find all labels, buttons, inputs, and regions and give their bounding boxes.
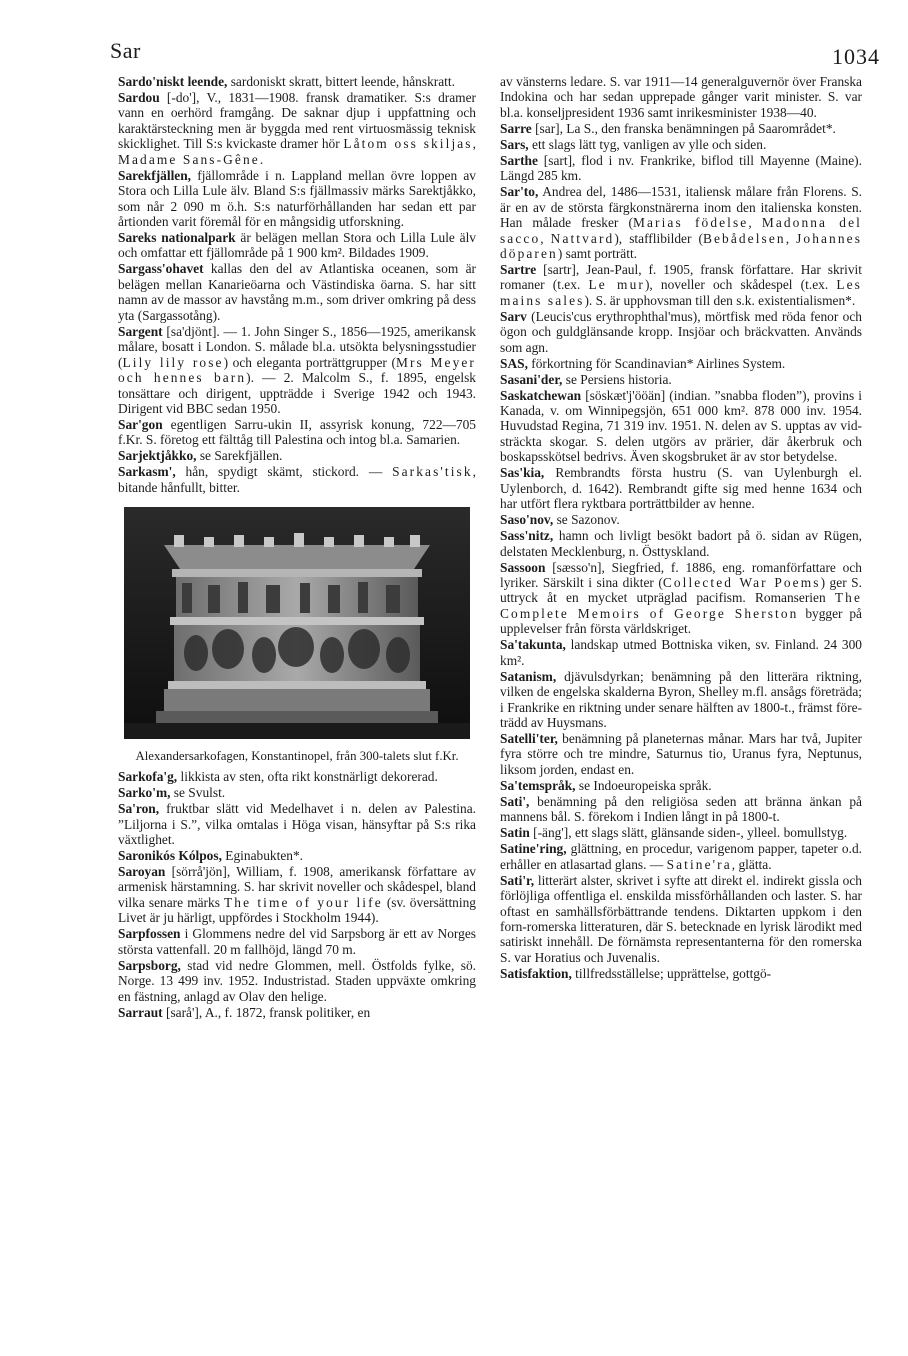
guide-word: Sar [110, 38, 141, 63]
entry-spaced-title: The Complete Memoirs of George Sherston [500, 590, 862, 621]
entry-spaced-title: Nattvard [550, 230, 615, 246]
entry-headword: SAS, [500, 355, 528, 371]
entry [118, 801, 476, 847]
entry-spaced-title: Lily lily rose [122, 354, 224, 370]
entry-text: ) och eleganta porträttgrupper ( [223, 354, 396, 370]
entry-headword: Sas'kia, [500, 465, 545, 481]
entry-headword: Sass'nitz, [500, 528, 554, 544]
entry-headword: Sardou [118, 89, 160, 105]
entry [500, 388, 862, 465]
entry [500, 356, 862, 371]
entry-text: hamn och livligt besökt badort på ö. sidan av Rügen, delstaten Mecklenburg, n. Östtyskland. [500, 528, 862, 559]
entry [118, 958, 476, 1004]
entry-headword: Sarko'm, [118, 785, 171, 801]
entry-headword: Sarjektjåkko, [118, 448, 197, 464]
entry [500, 637, 862, 668]
entry-text: ) ger S. uttryck åt en mycket utpräglad pacifism. Romanserien [500, 575, 862, 606]
entry-text: [sar], La S., den franska benämningen på Saarområdet*. [531, 120, 836, 136]
entry-text: är belägen mellan Stora och Lilla Lule älv och omfattar ett fjällområde på 1 900 km². Bildades 1909. [118, 230, 476, 261]
entry-text: [sa'djönt]. — 1. John Singer S., 1856—1925, amerikansk målare, bosatt i London. S. målade bl.a. utsökta belysningsstudier ( [118, 323, 476, 370]
entry-headword: Sati', [500, 793, 530, 809]
entry-spaced-title: Sarkas'tisk [392, 464, 473, 480]
entry-headword: Sarre [500, 120, 532, 136]
entry [500, 184, 862, 261]
entry-spaced-title: Marias födelse [632, 215, 749, 231]
entry [500, 825, 862, 840]
entry-text: se Persiens historia. [562, 371, 672, 387]
entry-headword: Saso'nov, [500, 512, 554, 528]
entry-spaced-title: Låtom oss skiljas [343, 136, 473, 152]
entry-text: (Leucis'cus erythrophthal'mus), mörtfisk med röda fenor och ögon och guldglänsande kropp. Insjöar och bräckvatten. Används som agn. [500, 308, 862, 355]
entry-text: i Glommens nedre del vid Sarpsborg är ett av Norges största vattenfall. 20 m fallhöjd, längd 70 m. [118, 926, 476, 957]
entry-text: bygger på upplevelser från första världskriget. [500, 605, 862, 637]
entry-headword: Sassoon [500, 559, 546, 575]
entry-text: stad vid nedre Glommen, mell. Östfolds fylke, sö. Norge. 13 499 inv. 1952. Industristad. Staden uppväxte omkring en fästning, anlagd av Olav den helige. [118, 957, 476, 1004]
entry [500, 512, 862, 527]
entry-text: ), noveller och skådespel (t.ex. [644, 277, 837, 293]
sarcophagus-photo [124, 507, 470, 739]
entry [118, 1005, 476, 1020]
entry-headword: Sati'r, [500, 872, 535, 888]
entry-text: fruktbar slätt vid Medelhavet i n. delen av Palestina. ”Liljorna i S.”, vilka omtalas i Höga visan, hänsyftar på S:s rika växtlighet. [118, 801, 476, 848]
entry-text: se Svulst. [170, 785, 226, 801]
left-column [118, 74, 476, 1020]
entry [500, 669, 862, 731]
entry-spaced-title: Bebådelsen [702, 230, 786, 246]
entry-text: ett slags lätt tyg, vanligen av ylle och siden. [528, 136, 767, 152]
entry-text: [sart], flod i nv. Frankrike, biflod till Mayenne (Maine). Längd 285 km. [500, 152, 862, 184]
entry [118, 926, 476, 957]
entry [500, 309, 862, 355]
entry [118, 448, 476, 463]
entry [118, 261, 476, 323]
entry-text: [sarå'], A., f. 1872, fransk politiker, en [162, 1004, 371, 1020]
entry-text: [-do'], V., 1831—1908. fransk dramatiker. S:s dramer vann en oerhörd framgång. De saknar djup i uppfattning och karaktärsteckning men är byggda med rent virtuosmässig teknisk skicklighet. Till S:s kvickaste dramer hör [118, 89, 476, 152]
entry [118, 785, 476, 800]
entry [500, 560, 862, 637]
entry-text: [-äng'], ett slags slätt, glänsande siden-, ylleel. bomullstyg. [529, 825, 848, 841]
figure-caption: Alexandersarkofagen, Konstantinopel, från 300-talets slut f.Kr. [135, 749, 459, 764]
entry-spaced-title: Madame Sans-Gêne [118, 151, 260, 167]
entry [500, 528, 862, 559]
entry-text: landskap utmed Bottniska viken, sv. Finland. 24 300 km². [500, 637, 862, 668]
entry-headword: Sargent [118, 323, 163, 339]
entry-text: likkista av sten, ofta rikt konstnärligt dekorerad. [177, 769, 438, 785]
page-number: 1034 [832, 44, 880, 69]
entry-headword: Sarpfossen [118, 926, 181, 942]
entry-headword: Sareks nationalpark [118, 230, 236, 246]
entry-text: , bitande hånfullt, bitter. [118, 464, 476, 495]
entry-headword: Sarthe [500, 152, 538, 168]
entry-headword: Sasani'der, [500, 371, 563, 387]
entry-text: , [785, 230, 797, 246]
entry [118, 168, 476, 230]
entry-text: Andrea del, 1486—1531, italiensk målare från Florens. S. är en av de största färgkonstnärerna inom den italienska konsten. Han målade fresker ( [500, 184, 862, 231]
entry-headword: Saroyan [118, 863, 166, 879]
entry-headword: Sars, [500, 136, 529, 152]
entry-text: benämning på planeternas månar. Mars har två, Jupiter fyra större och tre mindre, Saturnus tio, Uranus fyra, Neptunus, liksom jorden, endast en. [500, 731, 862, 777]
entry [500, 778, 862, 793]
entry-text: [sartr], Jean-Paul, f. 1905, fransk författare. Har skrivit romaner (t.ex. [500, 261, 862, 293]
entry-headword: Sarkofa'g, [118, 769, 178, 785]
sarcophagus-image [124, 507, 470, 739]
entry-headword: Sarraut [118, 1004, 163, 1020]
entry-headword: Sar'to, [500, 184, 539, 200]
entry-text: , glätta. [731, 856, 772, 872]
entry-headword: Satanism, [500, 668, 557, 684]
entry-headword: Saronikós Kólpos, [118, 848, 222, 863]
entry [500, 465, 862, 511]
entry-text: [sörrå'jön], William, f. 1908, amerikansk författare av armenisk härstamning. S. har skrivit noveller och skådespel, bland vilka senare märks [118, 863, 476, 910]
entry [500, 966, 862, 981]
entry [500, 794, 862, 825]
entry-headword: Satin [500, 825, 530, 841]
left-entries-top [118, 74, 476, 495]
entry-text: Eginabukten*. [221, 848, 304, 863]
entry [118, 74, 476, 89]
entry-headword: Sa'ron, [118, 801, 160, 817]
entry-spaced-title: The time of your life [224, 894, 383, 910]
entry-spaced-title: Satine'ra [666, 856, 732, 872]
entry-text: ) samt porträtt. [557, 245, 638, 261]
entry-headword: Saskatchewan [500, 387, 582, 403]
entry [118, 90, 476, 167]
entry-text: Rembrandts första hustru (S. van Uylenburgh el. Uylenborch, d. 1642). Rembrandt gifte sig med henne 1634 och har utfört flera ryktbara porträttbilder av henne. [500, 465, 862, 512]
entry [500, 121, 862, 136]
figure [118, 507, 476, 763]
entry-headword: Sardo'niskt leende, [118, 74, 228, 89]
entry [500, 873, 862, 966]
entry-text: , [540, 230, 551, 246]
entry-headword: Sarkasm', [118, 464, 176, 480]
entry-text: tillfredsställelse; upprättelse, gottgö- [571, 965, 772, 981]
entry-text: litterärt alster, skrivet i syfte att direkt el. indirekt gissla och förlöjliga offentliga el. enskilda missförhållanden och laster. S. har oftast en samhällsförbättrande tendens. Diktarten uppkom i den forn-romerska litteraturen, där S. betecknade en lyrisk lärodikt med satiriskt innehåll. De förnämsta representanterna för den romerska S. var Horatius och Juvenalis. [500, 872, 862, 965]
entry-headword: Sarekfjällen, [118, 167, 192, 183]
entry [500, 137, 862, 152]
entry-text: förkortning för Scandinavian* Airlines System. [527, 355, 786, 371]
entry-text: , [748, 215, 762, 231]
entry [500, 841, 862, 872]
entry-text: av vänsterns ledare. S. var 1911—14 generalguvernör över Franska Indokina och har sedan upprepade gånger varit minister. S. var bl.a. konseljpresident 1936 samt inrikesminister 1938—40. [500, 74, 862, 120]
entry [118, 769, 476, 784]
entry [118, 464, 476, 495]
entry-text: egentligen Sarru-ukin II, assyrisk konung, 722—705 f.Kr. S. företog ett fälttåg till Palestina och intog bl.a. Samarien. [118, 416, 476, 448]
entry [118, 417, 476, 448]
entry-text: sardoniskt skratt, bittert leende, hånskratt. [227, 74, 455, 89]
entry-headword: Sa'temspråk, [500, 777, 576, 793]
entry [500, 153, 862, 184]
entry-spaced-title: Madonna del sacco [500, 215, 862, 246]
entry [118, 230, 476, 261]
entry-text: glättning, en procedur, varigenom papper, tapeter o.d. erhåller en atlasartad glans. — [500, 841, 862, 872]
entry [118, 848, 476, 863]
right-entries [500, 74, 862, 981]
entry [500, 731, 862, 777]
entry-spaced-title: Mrs Meyer och hennes barn [118, 354, 476, 386]
entry-text: se Indoeuropeiska språk. [575, 777, 712, 793]
entry-text: benämning på den religiösa seden att bränna änkan på mannens bål. S. förekom i Indien långt in på 1800-t. [500, 793, 862, 825]
entry-text: [söskæt'j'ööän] (indian. ”snabba floden”), provins i Kanada, v. om Winnipegsjön, 651 000 km². 878 000 inv. 1954. Huvudstad Regina, 71 319 inv. 1951. N. delen av S. upptas av vidsträckta skogar. S. delen utgörs av prärier, där åkerbruk och boskapsskötsel bedrivs. Även skogsbruket är av stor betydelse. [500, 387, 862, 465]
entry [118, 864, 476, 926]
entry-text: ), stafflibilder ( [614, 230, 703, 246]
entry-text: se Sazonov. [553, 512, 620, 528]
entry-headword: Sar'gon [118, 416, 163, 432]
entry-text: ). — 2. Malcolm S., f. 1895, engelsk tonsättare och dirigent, uppträdde i Sverige 1942 och 1943. Dirigent vid BBC sedan 1950. [118, 370, 476, 417]
entry-text: hån, spydigt skämt, stickord. — [175, 464, 393, 480]
entry-headword: Satine'ring, [500, 841, 567, 857]
entry-text: se Sarekfjällen. [196, 448, 283, 464]
entry-text: kallas den del av Atlantiska oceanen, som är belägen mellan Kanarieöarna och Västindiska öarna. S. har sitt namn av de massor av havstång m.m., som driver omkring på dess yta (Sargassotång). [118, 261, 476, 323]
entry-text: (sv. översättning Livet är ju härligt, uppfördes i Stockholm 1944). [118, 894, 476, 926]
entry [500, 262, 862, 308]
entry-spaced-title: Les mains sales [500, 277, 862, 308]
entry-headword: Sa'takunta, [500, 637, 566, 653]
entry-headword: Sartre [500, 261, 537, 277]
entry-spaced-title: Le mur [588, 277, 645, 293]
entry-headword: Sarv [500, 308, 527, 324]
right-column [500, 74, 862, 981]
entry-text: . [259, 151, 264, 167]
entry-headword: Sargass'ohavet [118, 261, 204, 277]
entry [500, 372, 862, 387]
entry-headword: Sarpsborg, [118, 957, 181, 973]
entry-text: fjällområde i n. Lappland mellan övre loppen av Stora och Lilla Lule älv. Bland S:s fjällmassiv märks Sarektjåkko, som når 2 090 m ö.h. S:s naturförhållanden har sedan ett par årtionden varit föremål för en mångsidig utforskning. [118, 167, 476, 230]
entry-headword: Satisfaktion, [500, 965, 572, 981]
entry-spaced-title: Johannes döparen [500, 230, 862, 261]
entry [118, 324, 476, 417]
entry-text: [sæsso'n], Siegfried, f. 1886, eng. romanförfattare och lyriker. Särskilt i sina dikter ( [500, 559, 862, 590]
entry-text: djävulsdyrkan; benämning på den litterära riktning, vilken de engelska skalderna Byron, Shelley m.fl. ansågs företräda; i Frankrike en riktning under senare hälften av 1800-t., främst företrädd av Huysmans. [500, 668, 862, 731]
entry-spaced-title: Collected War Poems [662, 575, 821, 590]
entry [500, 74, 862, 120]
entry-headword: Satelli'ter, [500, 731, 558, 747]
entry-text: ). S. är upphovsman till den s.k. existentialismen*. [584, 292, 856, 308]
left-entries-bottom [118, 769, 476, 1020]
entry-text: , [472, 136, 476, 152]
